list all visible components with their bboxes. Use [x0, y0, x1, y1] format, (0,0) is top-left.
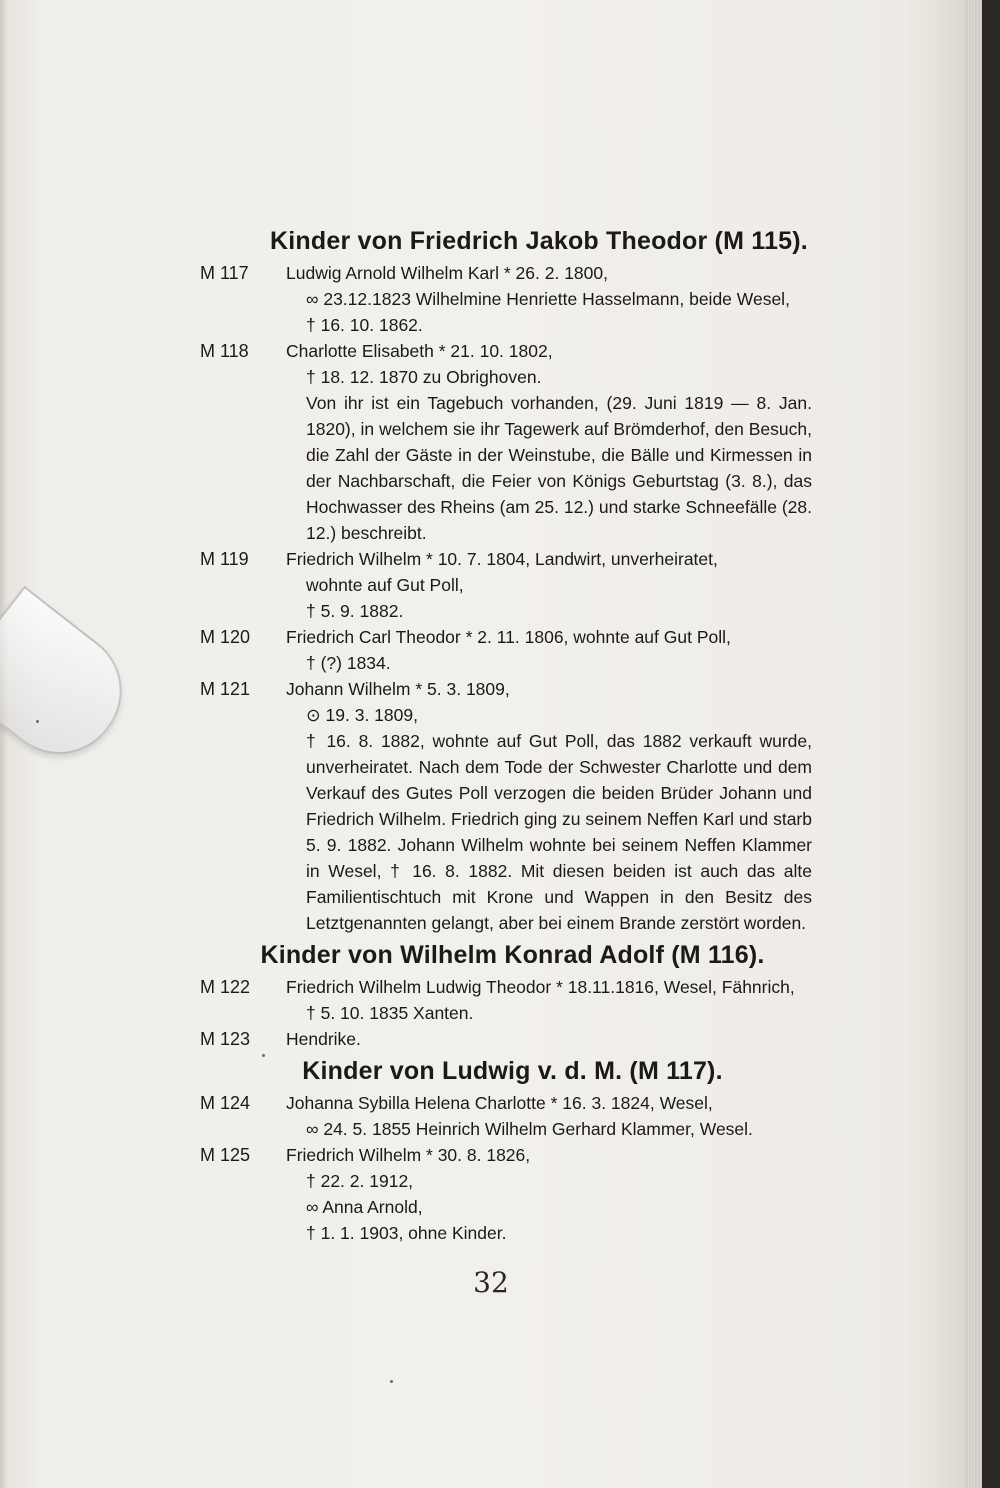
- genealogy-entry: [200, 676, 825, 936]
- entry-id: M 119: [200, 549, 249, 569]
- entry-line: Friedrich Wilhelm Ludwig Theodor * 18.11.1816, Wesel, Fähnrich,: [286, 977, 795, 997]
- entry-line: † 16. 10. 1862.: [306, 315, 423, 335]
- genealogy-entry: [200, 260, 825, 338]
- genealogy-entry: [200, 1142, 825, 1246]
- entry-id: M 125: [200, 1145, 251, 1165]
- entry-id: M 117: [200, 263, 249, 283]
- entry-line: wohnte auf Gut Poll,: [306, 575, 464, 595]
- section-heading: Kinder von Ludwig v. d. M. (M 117).: [302, 1057, 723, 1085]
- genealogy-entry: [200, 546, 825, 624]
- entry-line: Charlotte Elisabeth * 21. 10. 1802,: [286, 341, 553, 361]
- entry-id: M 120: [200, 627, 251, 647]
- entry-id: M 123: [200, 1029, 251, 1049]
- page-number: 32: [473, 1266, 509, 1299]
- genealogy-entry: [200, 1026, 825, 1052]
- entry-line: Ludwig Arnold Wilhelm Karl * 26. 2. 1800,: [286, 263, 608, 283]
- entry-paragraph: Von ihr ist ein Tagebuch vorhanden, (29. Juni 1819 — 8. Jan. 1820), in welchem sie ihr Tagewerk auf Brömderhof, den Besuch, die Zahl der Gäste in der Weinstube, die Bälle und Kirmessen in der Nachbarschaft, die Feier von Königs Geburtstag (3. 8.), das Hochwasser des Rheins (am 25. 12.) und starke Schneefälle (28. 12.) beschreibt.: [306, 393, 812, 543]
- genealogy-entry: [200, 1090, 825, 1142]
- entry-line: Friedrich Wilhelm * 10. 7. 1804, Landwirt, unverheiratet,: [286, 549, 718, 569]
- entry-line: Friedrich Wilhelm * 30. 8. 1826,: [286, 1145, 531, 1165]
- paper-speck: [390, 1380, 393, 1383]
- section-heading: Kinder von Friedrich Jakob Theodor (M 115).: [270, 227, 808, 255]
- entry-line: † 22. 2. 1912,: [306, 1171, 414, 1191]
- entry-id: M 121: [200, 679, 251, 699]
- entry-line: Hendrike.: [286, 1029, 361, 1049]
- entry-paragraph: † 16. 8. 1882, wohnte auf Gut Poll, das 1882 verkauft wurde, unverheiratet. Nach dem Tode der Schwester Charlotte und dem Verkauf des Gutes Poll verzogen die beiden Brüder Johann und Friedrich Wilhelm. Friedrich ging zu seinem Neffen Karl und starb 5. 9. 1882. Johann Wilhelm wohnte bei seinem Neffen Klammer in Wesel, † 16. 8. 1882. Mit diesen beiden ist auch das alte Familientischtuch mit Krone und Wappen in den Besitz des Letztgenannten gelangt, aber bei einem Brande zerstört worden.: [306, 731, 812, 933]
- entry-line: Johann Wilhelm * 5. 3. 1809,: [286, 679, 510, 699]
- entry-line: † 5. 9. 1882.: [306, 601, 404, 621]
- entry-line: ∞ 23.12.1823 Wilhelmine Henriette Hasselmann, beide Wesel,: [306, 289, 790, 309]
- entry-line: Johanna Sybilla Helena Charlotte * 16. 3. 1824, Wesel,: [286, 1093, 713, 1113]
- plastic-clip: [0, 586, 146, 779]
- page-edge-stack: [964, 0, 982, 1488]
- page-content: [200, 222, 825, 1246]
- section-heading: Kinder von Wilhelm Konrad Adolf (M 116).: [260, 941, 765, 969]
- entry-id: M 122: [200, 977, 251, 997]
- genealogy-entry: [200, 974, 825, 1026]
- entry-line: ∞ Anna Arnold,: [306, 1197, 423, 1217]
- entry-line: † 1. 1. 1903, ohne Kinder.: [306, 1223, 507, 1243]
- entry-line: ∞ 24. 5. 1855 Heinrich Wilhelm Gerhard Klammer, Wesel.: [306, 1119, 753, 1139]
- paper-speck: [36, 720, 39, 723]
- entry-line: Friedrich Carl Theodor * 2. 11. 1806, wohnte auf Gut Poll,: [286, 627, 731, 647]
- page-gutter: [0, 0, 8, 1488]
- genealogy-entry: [200, 338, 825, 546]
- genealogy-entry: [200, 624, 825, 676]
- entry-line: † (?) 1834.: [306, 653, 391, 673]
- entry-line: † 18. 12. 1870 zu Obrighoven.: [306, 367, 542, 387]
- entry-line: ⊙ 19. 3. 1809,: [306, 705, 418, 725]
- entry-id: M 124: [200, 1093, 251, 1113]
- entry-id: M 118: [200, 341, 249, 361]
- entry-line: † 5. 10. 1835 Xanten.: [306, 1003, 474, 1023]
